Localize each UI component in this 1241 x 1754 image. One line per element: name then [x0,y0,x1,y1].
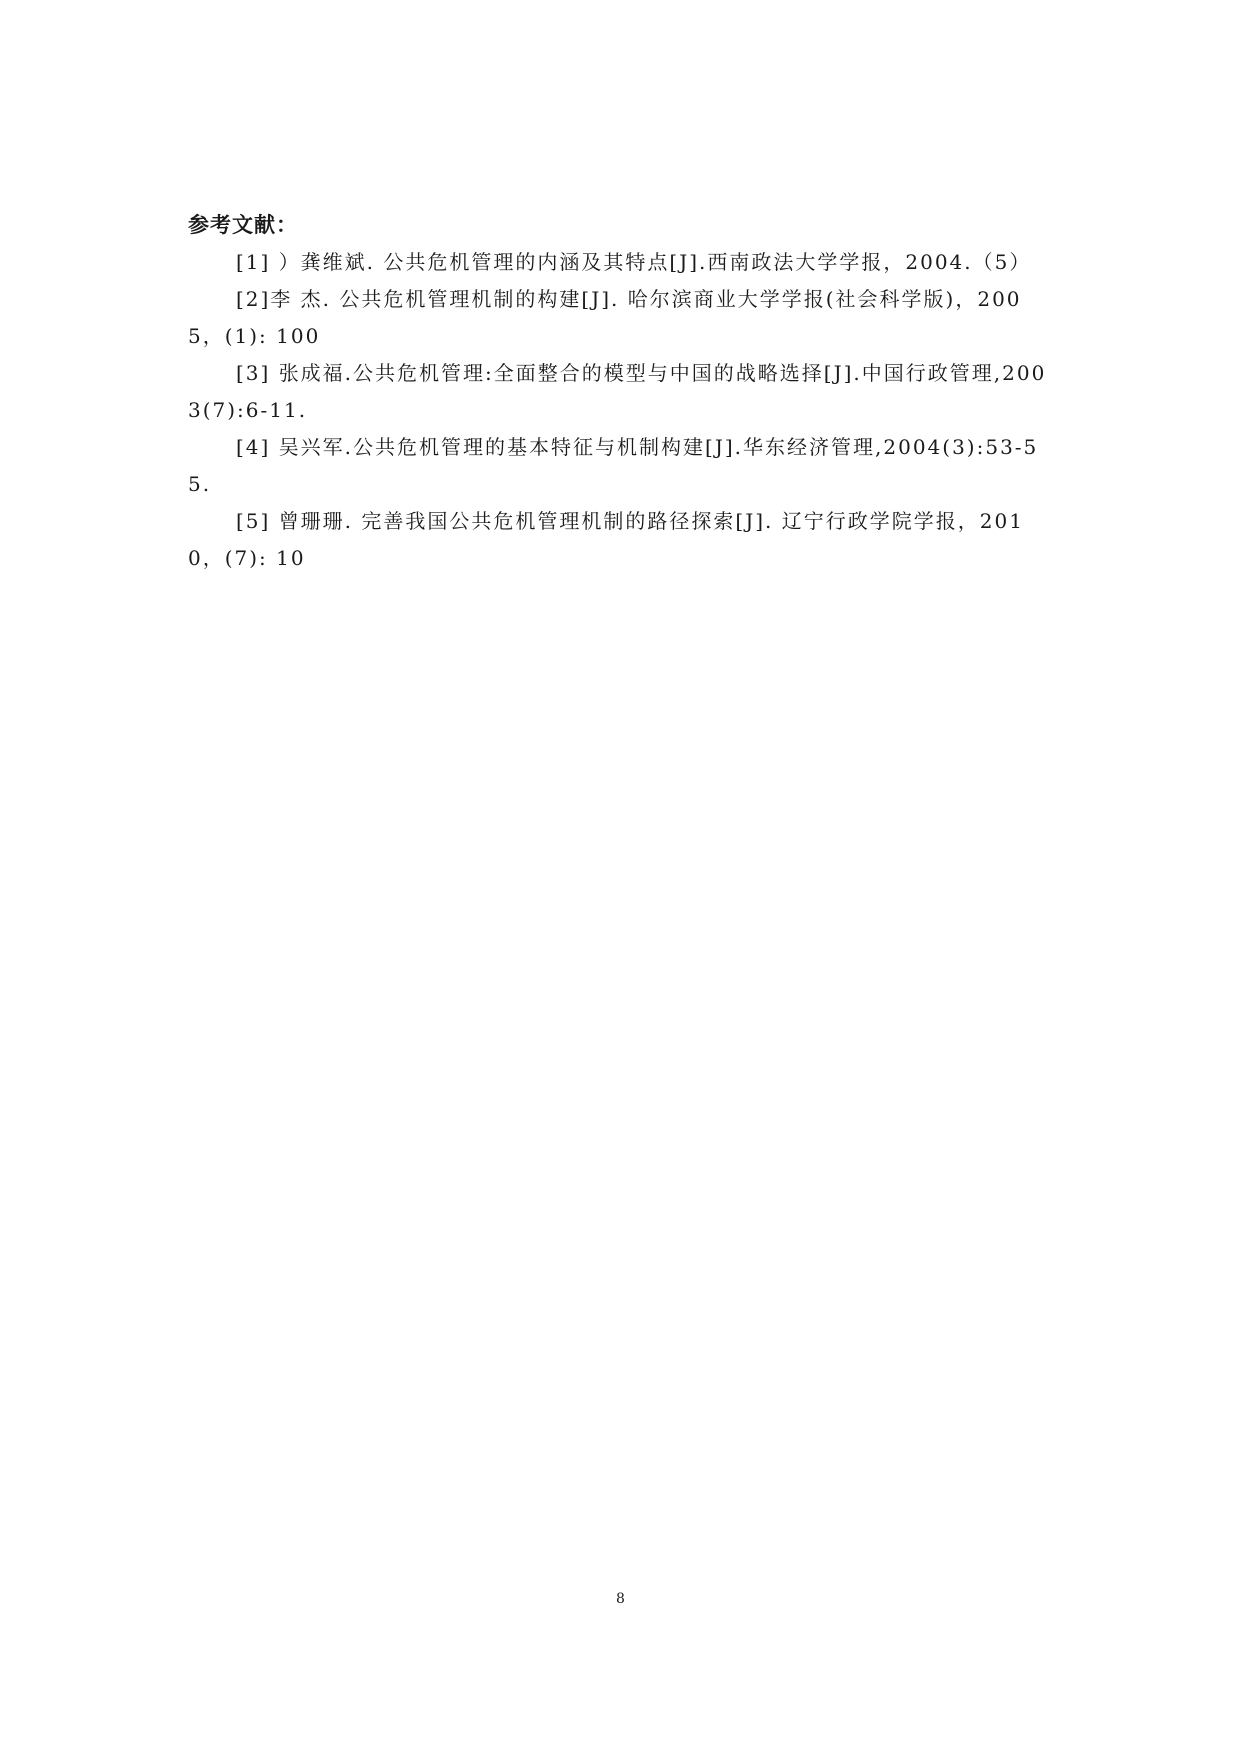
reference-item-2: [2]李 杰. 公共危机管理机制的构建[J]. 哈尔滨商业大学学报(社会科学版)，2005，(1): 100 [188,287,1022,348]
reference-item-1: [1] ）龚维斌. 公共危机管理的内涵及其特点[J].西南政法大学学报，2004.（5） [236,250,1032,274]
reference-item-4: [4] 吴兴军.公共危机管理的基本特征与机制构建[J].华东经济管理,2004(3):53-55. [188,435,1039,496]
references-heading: 参考文献： [188,213,298,237]
reference-item-5: [5] 曾珊珊. 完善我国公共危机管理机制的路径探索[J]. 辽宁行政学院学报，2010，(7): 10 [188,509,1024,570]
reference-item-3: [3] 张成福.公共危机管理:全面整合的模型与中国的战略选择[J].中国行政管理,2003(7):6-11. [188,361,1047,422]
references-section [188,210,1056,577]
page-number: 8 [616,1591,625,1607]
